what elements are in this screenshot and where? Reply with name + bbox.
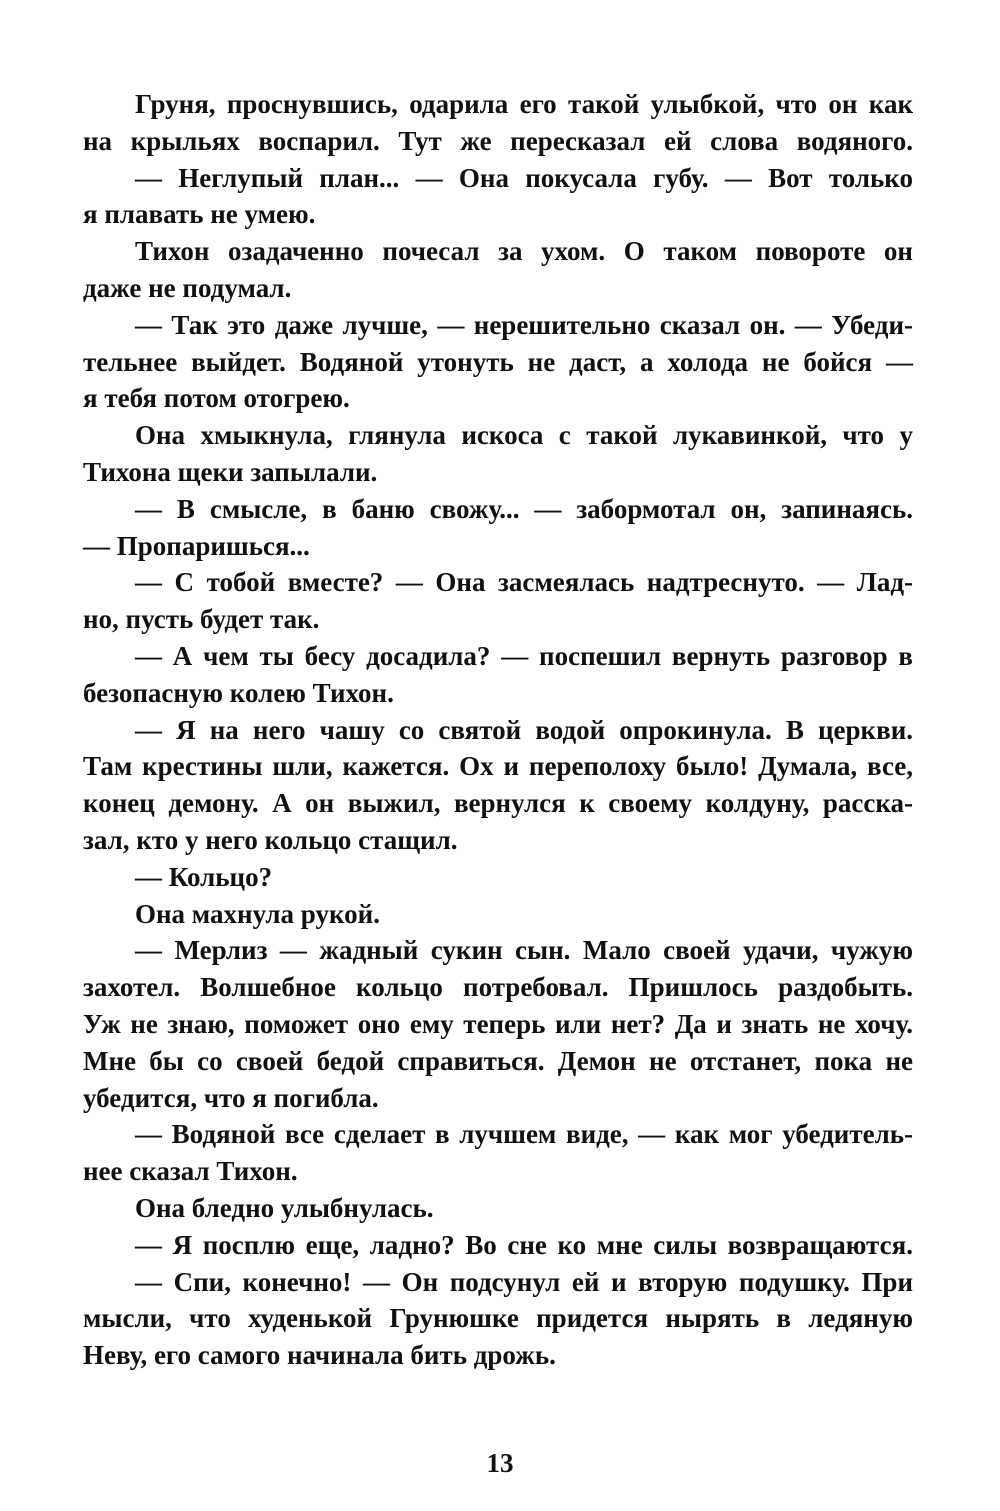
text-line: Неву, его самого начинала бить дрожь. <box>83 1340 556 1371</box>
text-line: конец демону. А он выжил, вернулся к своему колдуну, расска- <box>83 788 913 819</box>
text-line: Она бледно улыбнулась. <box>135 1192 434 1223</box>
text-line: Тихон озадаченно почесал за ухом. О таком повороте он <box>135 236 913 267</box>
text-line: Она хмыкнула, глянула искоса с такой лукавинкой, что у <box>135 420 913 451</box>
text-line: — С тобой вместе? — Она засмеялась надтреснуто. — Лад- <box>135 567 913 598</box>
text-line: нее сказал Тихон. <box>83 1156 298 1187</box>
text-line: захотел. Волшебное кольцо потребовал. Пришлось раздобыть. <box>83 972 913 1003</box>
text-line: тельнее выйдет. Водяной утонуть не даст, а холода не бойся — <box>83 346 913 377</box>
text-line: мысли, что худенькой Грунюшке придется нырять в ледяную <box>83 1303 913 1334</box>
page-number: 13 <box>486 1448 514 1478</box>
text-line: — Я посплю еще, ладно? Во сне ко мне силы возвращаются. <box>135 1229 913 1260</box>
text-line: — В смысле, в баню свожу... — забормотал он, запинаясь. <box>135 493 913 524</box>
text-line: Тихона щеки запылали. <box>83 456 378 487</box>
text-line: — Я на него чашу со святой водой опрокинула. В церкви. <box>135 714 913 745</box>
text-line: я тебя потом отогрею. <box>83 383 350 414</box>
text-line: Там крестины шли, кажется. Ох и переполоху было! Думала, все, <box>83 751 913 782</box>
text-line: Она махнула рукой. <box>135 898 380 929</box>
body-text <box>83 86 913 1374</box>
text-line: — А чем ты бесу досадила? — поспешил вернуть разговор в <box>135 640 913 671</box>
text-line: я плавать не умею. <box>83 199 316 230</box>
text-line: безопасную колею Тихон. <box>83 677 394 708</box>
text-line: убедится, что я погибла. <box>83 1082 379 1113</box>
text-line: на крыльях воспарил. Тут же пересказал ей слова водяного. <box>83 125 913 156</box>
text-line: — Мерлиз — жадный сукин сын. Мало своей удачи, чужую <box>135 935 913 966</box>
text-line: Уж не знаю, поможет оно ему теперь или нет? Да и знать не хочу. <box>83 1008 913 1039</box>
text-line: — Водяной все сделает в лучшем виде, — как мог убедитель- <box>135 1119 913 1150</box>
text-line: Груня, проснувшись, одарила его такой улыбкой, что он как <box>135 89 913 119</box>
text-line: — Неглупый план... — Она покусала губу. — Вот только <box>135 162 913 193</box>
text-line: — Спи, конечно! — Он подсунул ей и вторую подушку. При <box>135 1266 913 1297</box>
text-line: зал, кто у него кольцо стащил. <box>83 824 458 855</box>
text-line: Мне бы со своей бедой справиться. Демон не отстанет, пока не <box>83 1045 913 1076</box>
text-line: — Кольцо? <box>135 861 273 892</box>
text-line: даже не подумал. <box>83 272 292 303</box>
text-line: — Пропаришься... <box>83 530 310 561</box>
text-line: но, пусть будет так. <box>83 604 320 635</box>
text-line: — Так это даже лучше, — нерешительно сказал он. — Убеди- <box>135 309 913 340</box>
